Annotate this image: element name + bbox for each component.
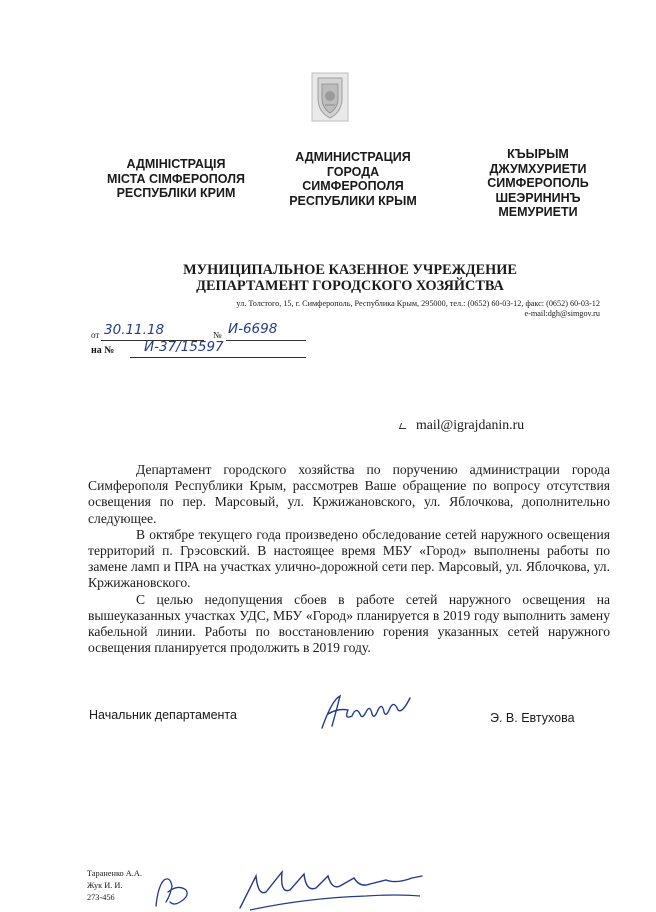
header-left-line: АДМІНІСТРАЦІЯ xyxy=(126,157,226,171)
body-paragraph: В октябре текущего года произведено обследование сетей наружного освещения территорий п. Грэсовский. В настоящее время МБУ «Город» выполнены работы по замене ламп и ПРА на участках улично-дорожной сети пер. Марсовый, ул. Яблочкова, ул. Кржижановского. xyxy=(88,526,610,591)
coat-of-arms-emblem xyxy=(311,72,349,122)
signer-position: Начальник департамента xyxy=(89,708,237,722)
institution-email: e-mail:dgh@simgov.ru xyxy=(524,309,600,318)
institution-line2: ДЕПАРТАМЕНТ ГОРОДСКОГО ХОЗЯЙСТВА xyxy=(196,278,504,294)
header-center-line: СИМФЕРОПОЛЯ xyxy=(302,179,404,193)
executor-line: 273-456 xyxy=(87,893,115,902)
header-left-line: РЕСПУБЛІКИ КРИМ xyxy=(116,186,236,200)
header-right-line: ДЖУМХУРИЕТИ xyxy=(489,161,587,176)
header-left xyxy=(86,157,266,201)
registration-from-label: от xyxy=(91,330,100,340)
executor-line: Тараненко А.А. xyxy=(87,869,142,878)
body-paragraph: Департамент городского хозяйства по поручению администрации города Симферополя Республики Крым, рассмотрев Ваше обращение по вопросу отсутствия освещения по пер. Марсовый, ул. Кржижановского, ул. Яблочкова, дополнительно следующее. xyxy=(88,462,610,526)
institution-address-line: ул. Толстого, 15, г. Симферополь, Республика Крым, 295000, тел.: (0652) 60-03-12, факс: (0652) 60-03-12 xyxy=(236,299,600,308)
header-center-line: АДМИНИСТРАЦИЯ xyxy=(295,150,411,164)
header-right-line: СИМФЕРОПОЛЬ xyxy=(487,176,589,190)
executor-info xyxy=(87,868,142,904)
registration-number: И-6698 xyxy=(228,321,278,337)
header-center-line: РЕСПУБЛИКИ КРЫМ xyxy=(289,193,417,208)
registration-number-underline xyxy=(226,340,306,341)
header-right-line: МЕМУРИЕТИ xyxy=(498,205,578,219)
registration-date: 30.11.18 xyxy=(104,322,165,338)
registration-reply-label: на № xyxy=(91,345,115,356)
recipient-mark xyxy=(399,423,408,429)
institution-line1: МУНИЦИПАЛЬНОЕ КАЗЕННОЕ УЧРЕЖДЕНИЕ xyxy=(183,262,517,278)
signature-scribble xyxy=(318,690,418,734)
header-right xyxy=(448,147,628,220)
header-right-line: ШЕЭРИНИНЪ xyxy=(495,190,581,205)
registration-reply-number: И-37/15597 xyxy=(144,339,224,355)
header-center-line: ГОРОДА xyxy=(326,164,380,179)
registration-reply-underline xyxy=(130,357,306,358)
recipient-email: mail@igrajdanin.ru xyxy=(416,417,525,432)
header-left-line: МІСТА СІМФЕРОПОЛЯ xyxy=(107,171,245,186)
header-right-line: КЪЫРЫМ xyxy=(507,147,569,161)
signer-name: Э. В. Евтухова xyxy=(490,711,575,725)
registration-number-label: № xyxy=(213,330,222,340)
initials-scribble xyxy=(150,872,196,910)
executor-line: Жук И. И. xyxy=(87,881,123,890)
letter-body xyxy=(88,462,610,656)
header-center xyxy=(263,150,443,208)
body-paragraph: С целью недопущения сбоев в работе сетей наружного освещения на вышеуказанных участках УДС, МБУ «Город» планируется в 2019 году выполнить замену кабельной линии. Работы по восстановлению горения указанных сетей наружного освещения планируется продолжить в 2019 году. xyxy=(88,591,610,656)
institution-address xyxy=(120,299,600,319)
institution-name xyxy=(150,262,550,294)
approval-scribble xyxy=(236,866,426,912)
